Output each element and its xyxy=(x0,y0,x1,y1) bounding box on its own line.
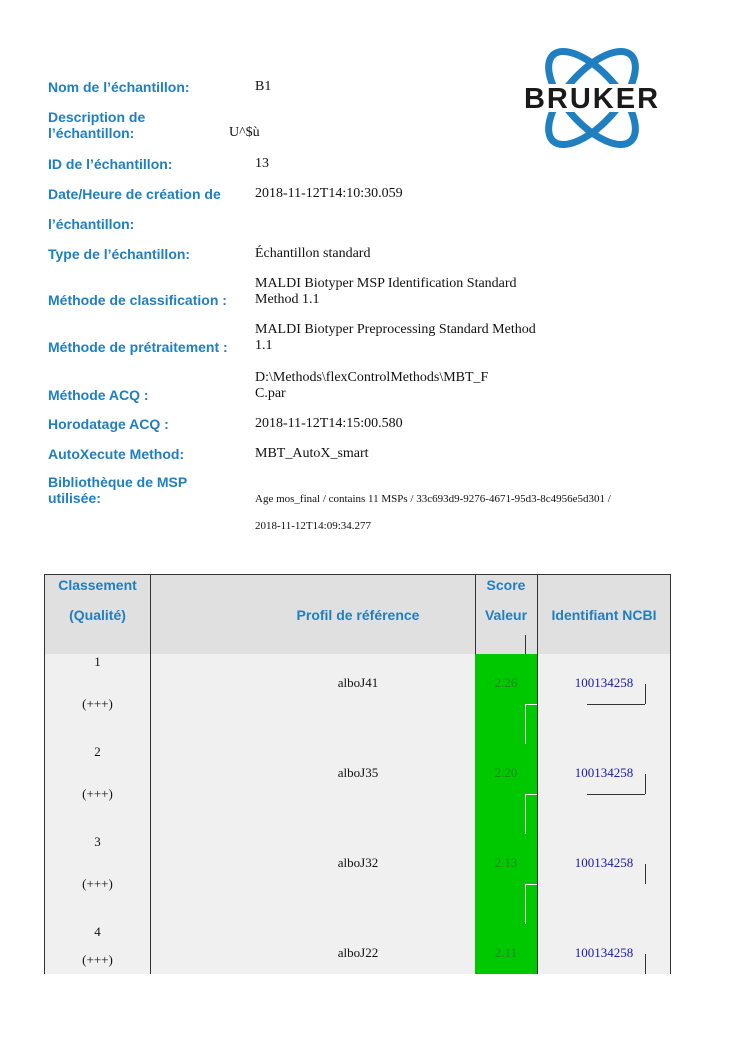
bruker-logo-text: BRUKER xyxy=(523,83,661,115)
value-sample-name: B1 xyxy=(255,79,272,94)
row-reference: alboJ35 xyxy=(337,765,379,780)
row-score: 2.13 xyxy=(494,855,518,870)
label-msp-library: Bibliothèque de MSP utilisée: xyxy=(48,474,188,506)
row-score: 2.20 xyxy=(494,765,518,780)
table-row xyxy=(45,834,670,925)
label-sample-name: Nom de l’échantillon: xyxy=(48,79,190,95)
header-score-value: Valeur xyxy=(484,607,528,623)
value-creation-date: 2018-11-12T14:10:30.059 xyxy=(255,186,403,201)
label-acq-timestamp: Horodatage ACQ : xyxy=(48,416,169,432)
label-autoxecute-method: AutoXecute Method: xyxy=(48,446,185,462)
value-preprocessing-method: MALDI Biotyper Preprocessing Standard Method 1.1 xyxy=(255,322,536,353)
value-sample-id: 13 xyxy=(255,156,269,171)
label-classification-method: Méthode de classification : xyxy=(48,292,227,308)
row-score: 2.11 xyxy=(494,945,518,960)
row-reference: alboJ32 xyxy=(337,855,379,870)
label-sample-description: Description de l’échantillon: xyxy=(48,109,146,141)
row-score: 2.26 xyxy=(494,675,518,690)
row-reference: alboJ22 xyxy=(337,945,379,960)
value-autoxecute-method: MBT_AutoX_smart xyxy=(255,446,369,461)
value-classification-method: MALDI Biotyper MSP Identification Standard Method 1.1 xyxy=(255,276,517,307)
table-row xyxy=(45,924,670,974)
header-rank: Classement xyxy=(58,577,137,593)
label-creation-date: Date/Heure de création de xyxy=(48,186,221,202)
value-sample-description: U^$ù xyxy=(229,125,260,140)
row-rank: 1 xyxy=(94,654,101,669)
value-msp-library-date: 2018-11-12T14:09:34.277 xyxy=(255,520,371,532)
label-creation-date-cont: l’échantillon: xyxy=(48,216,135,232)
row-rank: 4 xyxy=(94,924,101,939)
row-quality: (+++) xyxy=(82,876,113,891)
label-acq-method: Méthode ACQ : xyxy=(48,387,149,403)
header-score: Score xyxy=(486,577,526,593)
row-quality: (+++) xyxy=(82,696,113,711)
score-highlight xyxy=(475,834,537,924)
row-reference: alboJ41 xyxy=(337,675,379,690)
table-row xyxy=(45,654,670,745)
table-header xyxy=(45,574,670,656)
label-sample-id: ID de l’échantillon: xyxy=(48,156,173,172)
table-row xyxy=(45,744,670,835)
row-rank: 3 xyxy=(94,834,101,849)
score-highlight xyxy=(475,744,537,834)
row-ncbi-link[interactable]: 100134258 xyxy=(574,765,634,780)
value-msp-library: Age mos_final / contains 11 MSPs / 33c693d9-9276-4671-95d3-8c4956e5d301 / xyxy=(255,493,611,505)
row-rank: 2 xyxy=(94,744,101,759)
label-preprocessing-method: Méthode de prétraitement : xyxy=(48,339,228,355)
label-sample-type: Type de l’échantillon: xyxy=(48,246,191,262)
value-acq-timestamp: 2018-11-12T14:15:00.580 xyxy=(255,416,403,431)
row-quality: (+++) xyxy=(82,952,113,967)
row-ncbi-link[interactable]: 100134258 xyxy=(574,675,634,690)
header-reference: Profil de référence xyxy=(296,607,420,623)
value-sample-type: Échantillon standard xyxy=(255,246,371,261)
row-ncbi-link[interactable]: 100134258 xyxy=(574,855,634,870)
row-quality: (+++) xyxy=(82,786,113,801)
header-quality: (Qualité) xyxy=(69,607,126,623)
row-ncbi-link[interactable]: 100134258 xyxy=(574,945,634,960)
score-highlight xyxy=(475,654,537,744)
bruker-logo xyxy=(494,46,690,150)
results-table xyxy=(44,574,671,974)
value-acq-method: D:\Methods\flexControlMethods\MBT_F C.par xyxy=(255,370,489,401)
header-ncbi: Identifiant NCBI xyxy=(551,607,657,623)
